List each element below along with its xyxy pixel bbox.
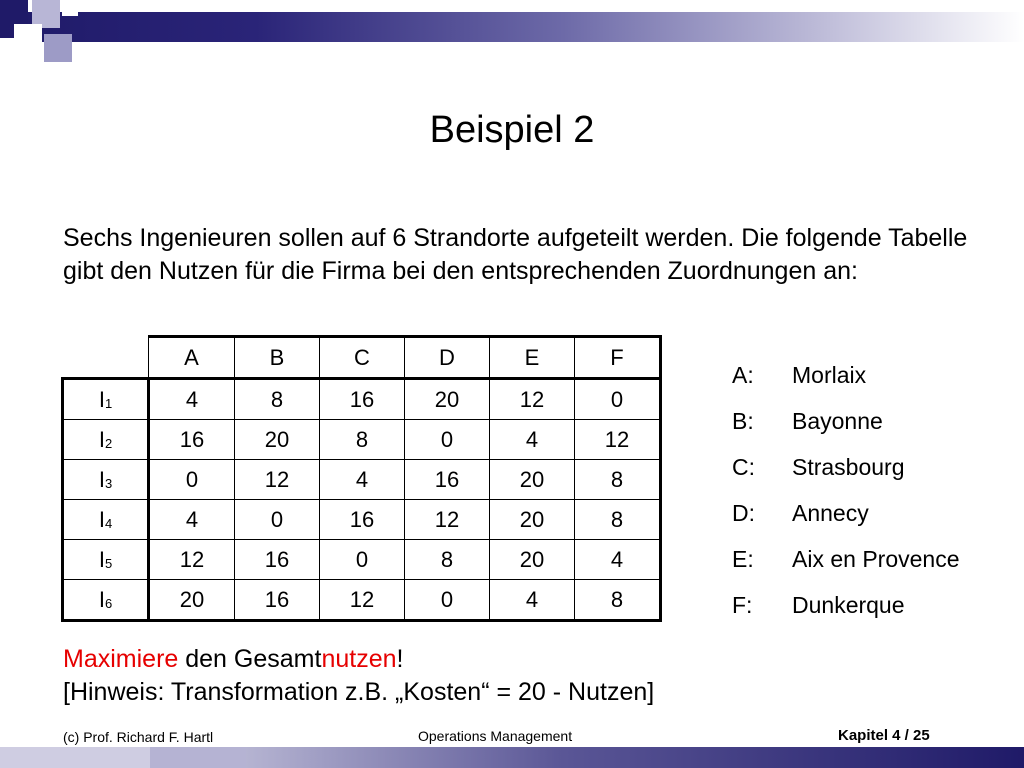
table-cell: 12 [320, 580, 405, 621]
table-cell: 8 [575, 500, 661, 540]
table-row [63, 379, 661, 420]
task-middle: den Gesamt [178, 645, 322, 673]
row-label [63, 460, 149, 500]
table-row [63, 500, 661, 540]
task-nutzen: nutzen [321, 645, 397, 673]
table-row [63, 420, 661, 460]
row-label-main: I [98, 546, 105, 572]
slide-title: Beispiel 2 [429, 109, 595, 151]
legend-item [732, 536, 959, 582]
table-cell: 8 [320, 420, 405, 460]
table-cell: 4 [490, 580, 575, 621]
header-square [62, 0, 78, 16]
legend-key: C: [732, 453, 755, 480]
table-row [63, 540, 661, 580]
table-corner [63, 337, 149, 379]
legend-item [732, 444, 959, 490]
table-cell: 0 [405, 580, 490, 621]
legend-value: Morlaix [792, 361, 867, 388]
row-label [63, 540, 149, 580]
table-cell: 16 [320, 379, 405, 420]
column-header: F [575, 337, 661, 379]
legend-key: E: [732, 545, 754, 572]
table-cell: 4 [149, 379, 235, 420]
table-cell: 8 [575, 580, 661, 621]
row-label-sub: 2 [104, 435, 113, 451]
legend-value: Annecy [792, 499, 869, 526]
legend-key: B: [732, 407, 754, 434]
table-cell: 4 [490, 420, 575, 460]
table-header-row [63, 337, 661, 379]
legend-key: F: [732, 591, 753, 618]
table-cell: 20 [490, 460, 575, 500]
task-maximize: Maximiere [63, 645, 179, 673]
row-label-sub: 4 [104, 515, 113, 531]
table-cell: 0 [320, 540, 405, 580]
row-label-main: I [98, 426, 105, 452]
task-hint: [Hinweis: Transformation z.B. „Kosten“ = 20 - Nutzen] [63, 678, 655, 706]
legend-value: Strasbourg [792, 453, 905, 480]
footer-author: (c) Prof. Richard F. Hartl [63, 729, 214, 745]
table-cell: 8 [405, 540, 490, 580]
column-header: D [405, 337, 490, 379]
table-cell: 20 [490, 540, 575, 580]
table-cell: 12 [149, 540, 235, 580]
table-cell: 8 [575, 460, 661, 500]
column-header: C [320, 337, 405, 379]
task-text [63, 643, 654, 709]
table-cell: 20 [149, 580, 235, 621]
table-cell: 0 [575, 379, 661, 420]
row-label-sub: 5 [104, 555, 113, 571]
table-cell: 0 [405, 420, 490, 460]
row-label [63, 500, 149, 540]
header-gradient-bar [0, 12, 1024, 42]
row-label-main: I [98, 466, 105, 492]
legend-value: Aix en Provence [792, 545, 960, 572]
table-cell: 12 [575, 420, 661, 460]
row-label [63, 379, 149, 420]
table-cell: 16 [405, 460, 490, 500]
table-cell: 16 [149, 420, 235, 460]
header-square [44, 34, 72, 62]
footer-chapter: Kapitel 4 / 25 [838, 727, 930, 744]
row-label-main: I [98, 386, 105, 412]
table-cell: 16 [320, 500, 405, 540]
row-label-sub: 3 [104, 475, 113, 491]
row-label [63, 420, 149, 460]
table-cell: 12 [490, 379, 575, 420]
utility-table [61, 335, 662, 622]
table-cell: 20 [490, 500, 575, 540]
table-cell: 16 [235, 580, 320, 621]
intro-text: Sechs Ingenieuren sollen auf 6 Strandorte aufgeteilt werden. Die folgende Tabelle gibt den Nutzen für die Firma bei den entsprechenden Zuordnungen an: [63, 224, 968, 285]
table-cell: 12 [235, 460, 320, 500]
row-label-main: I [98, 506, 105, 532]
legend-item [732, 352, 959, 398]
legend-item [732, 490, 959, 536]
row-label-main: I [98, 586, 105, 612]
table-row [63, 580, 661, 621]
table-cell: 0 [235, 500, 320, 540]
legend-key: D: [732, 499, 755, 526]
row-label-sub: 1 [104, 395, 113, 411]
table-cell: 20 [235, 420, 320, 460]
header-square [0, 38, 14, 50]
row-label-sub: 6 [104, 595, 113, 611]
column-header: E [490, 337, 575, 379]
table-cell: 16 [235, 540, 320, 580]
table-cell: 8 [235, 379, 320, 420]
legend-value: Dunkerque [792, 591, 905, 618]
task-end: ! [396, 645, 404, 673]
table-cell: 4 [575, 540, 661, 580]
legend-value: Bayonne [792, 407, 883, 434]
table-cell: 4 [320, 460, 405, 500]
header-square [14, 24, 42, 50]
column-header: A [149, 337, 235, 379]
legend-item [732, 398, 959, 444]
footer-course: Operations Management [418, 728, 573, 744]
table-row [63, 460, 661, 500]
table-cell: 4 [149, 500, 235, 540]
row-label [63, 580, 149, 621]
table-cell: 20 [405, 379, 490, 420]
column-header: B [235, 337, 320, 379]
legend-item [732, 582, 959, 628]
table-cell: 12 [405, 500, 490, 540]
location-legend [732, 352, 959, 628]
legend-key: A: [732, 361, 754, 388]
table-cell: 0 [149, 460, 235, 500]
footer-block [0, 747, 150, 768]
task-line [63, 643, 654, 676]
